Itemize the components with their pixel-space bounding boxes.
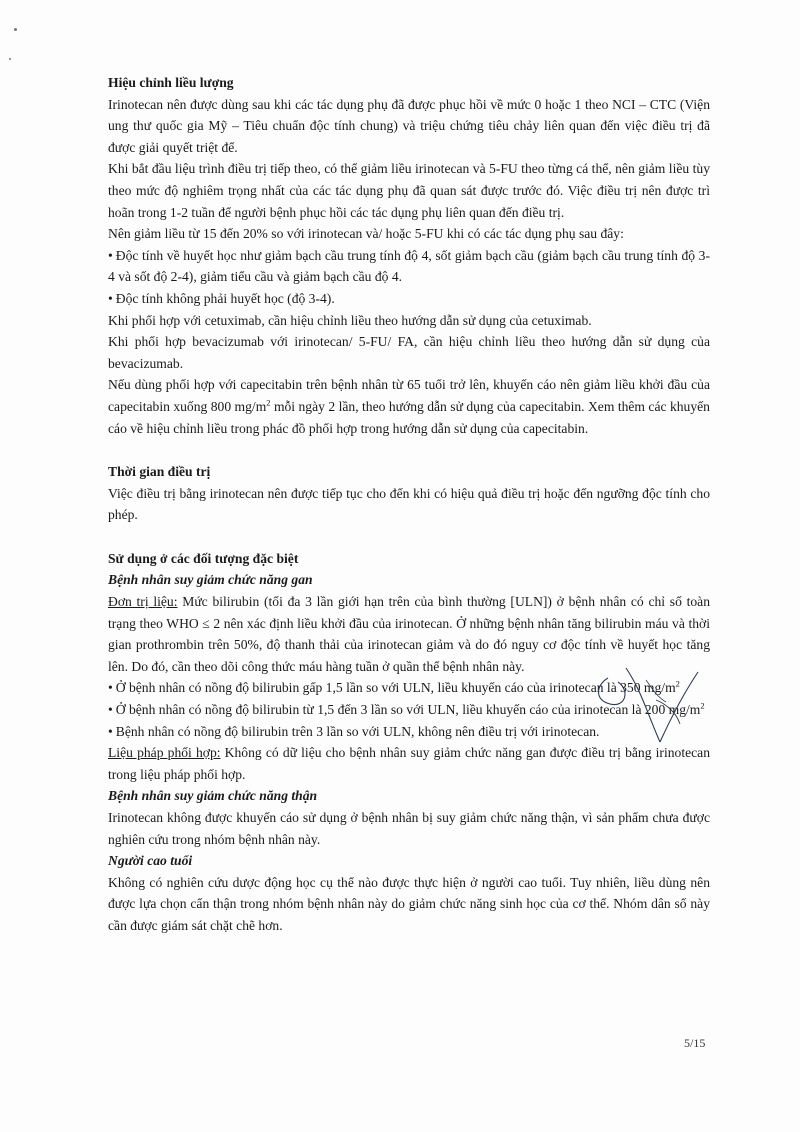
combination-paragraph [108, 742, 710, 785]
monotherapy-paragraph [108, 591, 710, 677]
bullet-text: Ở bệnh nhân có nồng độ bilirubin từ 1,5 đến 3 lần so với ULN, liều khuyến cáo của irinotecan là 200 mg/m [115, 702, 701, 718]
bullet-symbol: • [108, 247, 113, 263]
dose-adjustment-section [108, 72, 710, 439]
bullet-symbol: • [108, 702, 113, 718]
bullet-item [108, 699, 710, 721]
bullet-item [108, 245, 710, 288]
paragraph: Irinotecan nên được dùng sau khi các tác dụng phụ đã được phục hồi về mức 0 hoặc 1 theo NCI – CTC (Viện ung thư quốc gia Mỹ – Tiêu chuẩn độc tính chung) và triệu chứng tiêu chảy liên quan đến việc điều trị đã được giải quyết triệt để. [108, 96, 710, 155]
special-populations-section [108, 548, 710, 937]
paragraph: Khi phối hợp với cetuximab, cần hiệu chỉnh liều theo hướng dẫn sử dụng của cetuximab. [108, 312, 592, 328]
underlined-label: Liệu pháp phối hợp: [108, 745, 221, 761]
bullet-symbol: • [108, 680, 113, 696]
bullet-symbol: • [108, 290, 113, 306]
subsection-heading: Bệnh nhân suy giảm chức năng gan [108, 572, 313, 588]
bullet-text: Ở bệnh nhân có nồng độ bilirubin gấp 1,5 lần so với ULN, liều khuyến cáo của irinotecan là 350 mg/m [115, 680, 676, 696]
section-heading: Sử dụng ở các đối tượng đặc biệt [108, 550, 299, 566]
paragraph-text: Không có dữ liệu cho bệnh nhân suy giảm chức năng gan được điều trị bằng irinotecan trong liệu pháp phối hợp. [108, 745, 710, 782]
paragraph: Khi phối hợp bevacizumab với irinotecan/ 5-FU/ FA, cần hiệu chỉnh liều theo hướng dẫn sử dụng của bevacizumab. [108, 334, 710, 371]
scan-speck [14, 28, 17, 31]
subsection-heading: Người cao tuổi [108, 853, 193, 869]
bullet-item [108, 288, 710, 310]
paragraph: Nên giảm liều từ 15 đến 20% so với irinotecan và/ hoặc 5-FU khi có các tác dụng phụ sau đây: [108, 226, 624, 242]
paragraph: Irinotecan không được khuyến cáo sử dụng ở bệnh nhân bị suy giảm chức năng thận, vì sản phẩm chưa được nghiên cứu trong nhóm bệnh nhân này. [108, 810, 710, 847]
bullet-text: Độc tính về huyết học như giảm bạch cầu trung tính độ 4, sốt giảm bạch cầu (giảm bạch cầu trung tính độ 3-4 và sốt độ 2-4), giảm tiểu cầu và giảm bạch cầu độ 4. [108, 247, 710, 285]
bullet-item [108, 677, 710, 699]
bullet-item [108, 721, 710, 743]
paragraph: Khi bắt đầu liệu trình điều trị tiếp theo, có thể giảm liều irinotecan và 5-FU theo từng cá thể, nên giảm liều tùy theo mức độ nghiêm trọng nhất của các tác dụng phụ đã quan sát được trước đó. Việc điều trị nên được trì hoãn trong 1-2 tuần để người bệnh phục hồi các tác dụng phụ liên quan đến điều trị. [108, 161, 710, 220]
document-content [108, 72, 710, 937]
bullet-symbol: • [108, 723, 113, 739]
page-number: 5/15 [684, 1036, 706, 1050]
section-heading: Thời gian điều trị [108, 464, 211, 480]
treatment-duration-section [108, 461, 710, 526]
superscript: 2 [675, 678, 680, 689]
capecitabine-text-end: mỗi ngày 2 lần, theo hướng dẫn sử dụng của capecitabin. Xem thêm các khuyến cáo về hiệu chỉnh liều trong phác đồ phối hợp trong hướng dẫn sử dụng của capecitabin. [108, 398, 710, 436]
bullet-text: Độc tính không phải huyết học (độ 3-4). [115, 290, 335, 306]
section-heading: Hiệu chỉnh liều lượng [108, 75, 234, 90]
subsection-heading: Bệnh nhân suy giảm chức năng thận [108, 788, 318, 804]
superscript: 2 [700, 700, 705, 711]
capecitabine-paragraph [108, 374, 710, 439]
bullet-text: Bệnh nhân có nồng độ bilirubin trên 3 lần so với ULN, không nên điều trị với irinotecan. [115, 723, 600, 739]
paragraph: Không có nghiên cứu dược động học cụ thể nào được thực hiện ở người cao tuổi. Tuy nhiên, liều dùng nên được lựa chọn cẩn thận trong nhóm bệnh nhân này do giảm chức năng sinh học của cơ thể. Nhóm dân số này cần được giám sát chặt chẽ hơn. [108, 874, 710, 933]
paragraph: Việc điều trị bằng irinotecan nên được tiếp tục cho đến khi có hiệu quả điều trị hoặc đến ngưỡng độc tính cho phép. [108, 485, 710, 523]
paragraph-text: Mức bilirubin (tối đa 3 lần giới hạn trên của bình thường [ULN]) ở bệnh nhân có chỉ số toàn trạng theo WHO ≤ 2 nên xác định liều khởi đầu của irinotecan. Ở những bệnh nhân tăng bilirubin máu và thời gian prothrombin trên 50%, độ thanh thải của irinotecan giảm và do đó nguy cơ độc tính về huyết học tăng lên. Do đó, cần theo dõi công thức máu hàng tuần ở quần thể bệnh nhân này. [108, 594, 710, 674]
capecitabine-text-start: Nếu dùng phối hợp với capecitabin trên bệnh nhân từ 65 tuổi trở lên, khuyến cáo nên giảm liều khởi đầu của capecitabin xuống 800 mg/m [108, 377, 710, 414]
underlined-label: Đơn trị liệu: [108, 594, 178, 610]
scan-speck [9, 58, 11, 60]
superscript: 2 [266, 397, 271, 408]
